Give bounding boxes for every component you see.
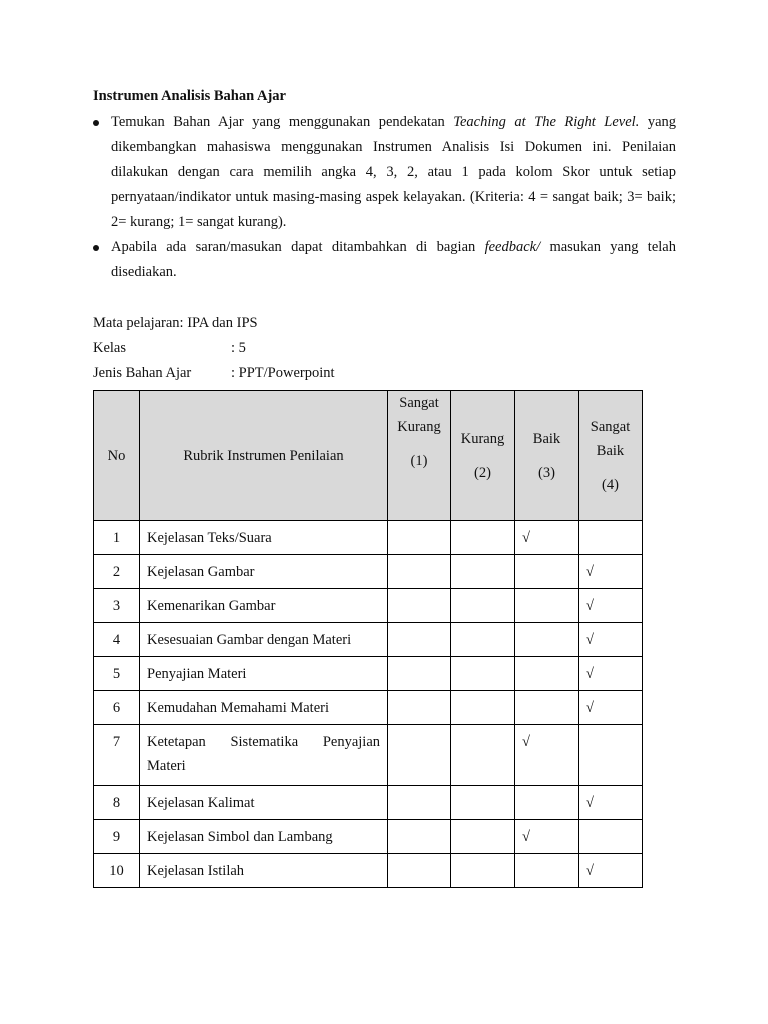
instruction-emphasis: Teaching at The Right Level. — [453, 114, 640, 130]
header-sangat-baik-line2: Baik — [596, 442, 625, 459]
rubric-table — [93, 390, 643, 888]
table-row — [94, 555, 643, 589]
score-cell-4 — [579, 623, 643, 657]
meta-class-value: : 5 — [231, 340, 246, 356]
table-row — [94, 623, 643, 657]
score-cell-4 — [579, 555, 643, 589]
meta-subject-text: Mata pelajaran: IPA dan IPS — [93, 315, 258, 331]
instruction-item — [93, 235, 676, 285]
document-meta — [93, 311, 676, 386]
score-cell-1 — [388, 786, 451, 820]
score-cell-2 — [451, 820, 515, 854]
score-cell-3 — [515, 521, 579, 555]
score-cell-3 — [515, 589, 579, 623]
check-mark: √ — [586, 795, 594, 811]
score-cell-1 — [388, 854, 451, 888]
check-mark: √ — [586, 666, 594, 682]
score-cell-1 — [388, 691, 451, 725]
meta-class — [93, 336, 676, 361]
score-cell-1 — [388, 589, 451, 623]
header-sangat-kurang — [388, 391, 451, 521]
header-sangat-baik-line1: Sangat — [590, 418, 631, 435]
score-cell-1 — [388, 555, 451, 589]
instruction-text: yang dikembangkan mahasiswa menggunakan Instrumen Analisis Isi Dokumen ini. Penilaian dilakukan dengan cara memilih angka 4, 3, 2, atau 1 pada kolom Skor untuk setiap pernyataan/indikator untuk masing-masing aspek kelayakan. (Kriteria: 4 = sangat baik; 3= baik; 2= kurang; 1= sangat kurang). — [111, 114, 677, 230]
table-body — [94, 521, 643, 888]
row-criterion: Kejelasan Gambar — [140, 555, 388, 589]
row-number: 8 — [94, 786, 140, 820]
score-cell-4 — [579, 691, 643, 725]
instruction-item — [93, 110, 676, 235]
header-kurang — [451, 391, 515, 521]
score-cell-1 — [388, 725, 451, 786]
row-criterion: Kemenarikan Gambar — [140, 589, 388, 623]
header-baik-score: (3) — [538, 464, 555, 481]
table-row — [94, 820, 643, 854]
score-cell-3 — [515, 623, 579, 657]
document-body — [93, 86, 676, 386]
row-number: 9 — [94, 820, 140, 854]
score-cell-1 — [388, 657, 451, 691]
instruction-list — [93, 110, 676, 285]
score-cell-3 — [515, 691, 579, 725]
row-number: 10 — [94, 854, 140, 888]
score-cell-4 — [579, 589, 643, 623]
bullet-icon — [93, 120, 99, 126]
instruction-emphasis: feedback/ — [484, 239, 541, 255]
row-number: 3 — [94, 589, 140, 623]
row-number: 2 — [94, 555, 140, 589]
score-cell-2 — [451, 854, 515, 888]
meta-subject — [93, 311, 676, 336]
table-row — [94, 854, 643, 888]
instruction-text: masukan yang telah disediakan. — [111, 239, 676, 280]
check-mark: √ — [522, 829, 530, 845]
bullet-icon — [93, 245, 99, 251]
score-cell-3 — [515, 820, 579, 854]
score-cell-3 — [515, 786, 579, 820]
meta-material-type — [93, 361, 676, 386]
header-sangat-baik — [579, 391, 643, 521]
row-criterion: Kemudahan Memahami Materi — [140, 691, 388, 725]
check-mark: √ — [586, 700, 594, 716]
score-cell-4 — [579, 657, 643, 691]
score-cell-3 — [515, 725, 579, 786]
table-row — [94, 521, 643, 555]
table-row — [94, 657, 643, 691]
header-kurang-score: (2) — [474, 464, 491, 481]
instruction-text: Apabila ada saran/masukan dapat ditambahkan di bagian — [111, 239, 485, 255]
row-number: 6 — [94, 691, 140, 725]
meta-material-type-value: : PPT/Powerpoint — [231, 365, 335, 381]
row-criterion-line1: Ketetapan Sistematika Penyajian — [147, 734, 380, 750]
score-cell-2 — [451, 521, 515, 555]
score-cell-3 — [515, 657, 579, 691]
row-criterion: Kejelasan Kalimat — [140, 786, 388, 820]
score-cell-4 — [579, 820, 643, 854]
score-cell-2 — [451, 555, 515, 589]
check-mark: √ — [586, 863, 594, 879]
header-sangat-baik-score: (4) — [602, 476, 619, 493]
header-no: No — [94, 391, 140, 521]
table-row — [94, 589, 643, 623]
check-mark: √ — [586, 564, 594, 580]
table-row — [94, 725, 643, 786]
row-number: 1 — [94, 521, 140, 555]
table-row — [94, 691, 643, 725]
check-mark: √ — [586, 632, 594, 648]
score-cell-2 — [451, 657, 515, 691]
instruction-text: Temukan Bahan Ajar yang menggunakan pendekatan — [111, 114, 454, 130]
score-cell-2 — [451, 725, 515, 786]
score-cell-3 — [515, 555, 579, 589]
row-criterion: Kejelasan Simbol dan Lambang — [140, 820, 388, 854]
header-sangat-kurang-line2: Kurang — [397, 419, 441, 435]
score-cell-2 — [451, 691, 515, 725]
score-cell-2 — [451, 623, 515, 657]
row-number: 5 — [94, 657, 140, 691]
row-criterion: Kejelasan Teks/Suara — [140, 521, 388, 555]
header-rubrik: Rubrik Instrumen Penilaian — [140, 391, 388, 521]
score-cell-4 — [579, 725, 643, 786]
score-cell-4 — [579, 521, 643, 555]
score-cell-3 — [515, 854, 579, 888]
score-cell-1 — [388, 521, 451, 555]
score-cell-1 — [388, 623, 451, 657]
table-header-row — [94, 391, 643, 521]
header-baik — [515, 391, 579, 521]
row-criterion: Penyajian Materi — [140, 657, 388, 691]
row-criterion: Kejelasan Istilah — [140, 854, 388, 888]
meta-material-type-label: Jenis Bahan Ajar — [93, 365, 192, 381]
check-mark: √ — [586, 598, 594, 614]
row-criterion: Kesesuaian Gambar dengan Materi — [140, 623, 388, 657]
document-title: Instrumen Analisis Bahan Ajar — [93, 88, 286, 104]
score-cell-2 — [451, 786, 515, 820]
row-number: 7 — [94, 725, 140, 786]
table-row — [94, 786, 643, 820]
header-sangat-kurang-line1: Sangat — [399, 395, 439, 411]
score-cell-2 — [451, 589, 515, 623]
header-kurang-label: Kurang — [460, 430, 505, 447]
score-cell-4 — [579, 854, 643, 888]
check-mark: √ — [522, 734, 530, 750]
row-number: 4 — [94, 623, 140, 657]
check-mark: √ — [522, 530, 530, 546]
score-cell-4 — [579, 786, 643, 820]
row-criterion — [140, 725, 388, 786]
row-criterion-line2: Materi — [147, 758, 186, 774]
meta-class-label: Kelas — [93, 340, 127, 356]
header-sangat-kurang-score: (1) — [410, 453, 428, 469]
score-cell-1 — [388, 820, 451, 854]
header-baik-label: Baik — [532, 430, 561, 447]
